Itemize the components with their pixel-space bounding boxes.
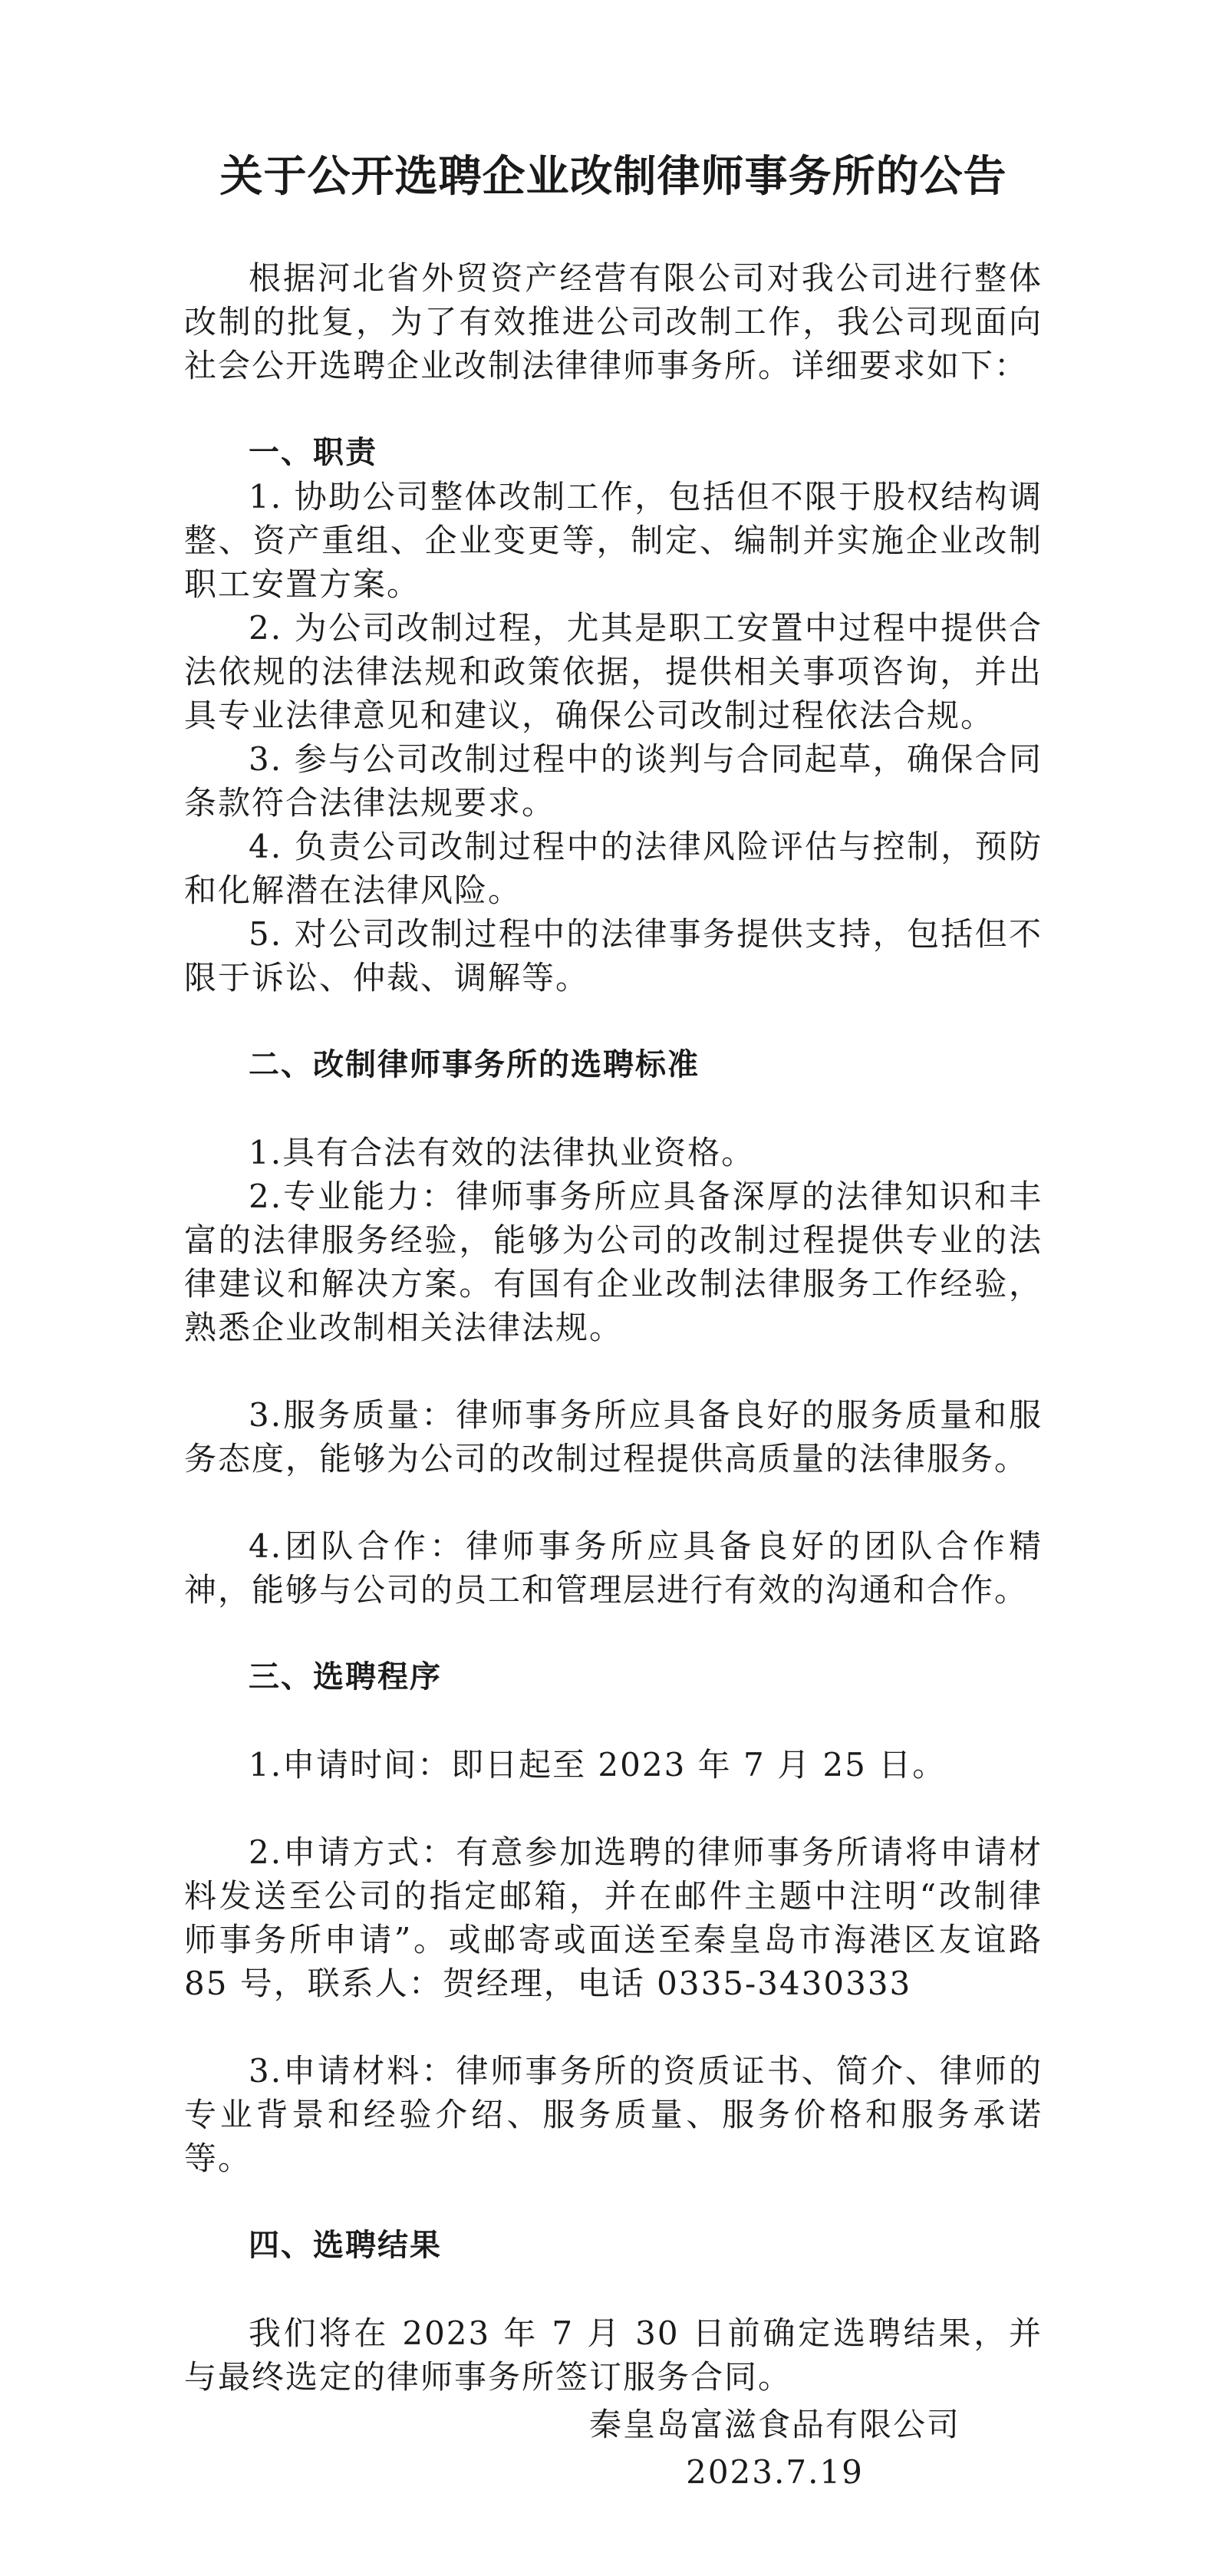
- criteria-item: 2.专业能力：律师事务所应具备深厚的法律知识和丰富的法律服务经验，能够为公司的改制过程提供专业的法律建议和解决方案。有国有企业改制法律服务工作经验，熟悉企业改制相关法律法规。: [184, 1178, 1043, 1346]
- procedure-item: 2.申请方式：有意参加选聘的律师事务所请将申请材料发送至公司的指定邮箱，并在邮件主题中注明“改制律师事务所申请”。或邮寄或面送至秦皇岛市海港区友谊路 85 号，联系人：贺经理，电话 0335-3430333: [184, 1833, 1043, 2002]
- section-heading-result: 四、选聘结果: [249, 2228, 442, 2263]
- criteria-item: 1.具有合法有效的法律执业资格。: [249, 1134, 756, 1171]
- spacer: [184, 1349, 1043, 1393]
- criteria-item: 3.服务质量：律师事务所应具备良好的服务质量和服务态度，能够为公司的改制过程提供高质量的法律服务。: [184, 1396, 1043, 1477]
- spacer: [184, 1787, 1043, 1830]
- signature-company: 秦皇岛富滋食品有限公司: [588, 2406, 960, 2443]
- duty-item: 3. 参与公司改制过程中的谈判与合同起草，确保合同条款符合法律法规要求。: [184, 740, 1043, 822]
- result-paragraph: 我们将在 2023 年 7 月 30 日前确定选聘结果，并与最终选定的律师事务所签订服务合同。: [184, 2314, 1043, 2396]
- procedure-item: 3.申请材料：律师事务所的资质证书、简介、律师的专业背景和经验介绍、服务质量、服务价格和服务承诺等。: [184, 2052, 1043, 2177]
- signature-date: 2023.7.19: [686, 2453, 864, 2491]
- procedure-item: 1.申请时间：即日起至 2023 年 7 月 25 日。: [249, 1746, 947, 1784]
- spacer: [184, 1481, 1043, 1524]
- spacer: [184, 1699, 1043, 1743]
- spacer: [184, 2005, 1043, 2049]
- section-heading-criteria: 二、改制律师事务所的选聘标准: [249, 1047, 700, 1082]
- spacer: [184, 1000, 1043, 1043]
- duty-item: 1. 协助公司整体改制工作，包括但不限于股权结构调整、资产重组、企业变更等，制定、编制并实施企业改制职工安置方案。: [184, 478, 1043, 603]
- spacer: [184, 2268, 1043, 2311]
- duty-item: 4. 负责公司改制过程中的法律风险评估与控制，预防和化解潜在法律风险。: [184, 828, 1043, 909]
- page-title: 关于公开选聘企业改制律师事务所的公告: [219, 151, 1007, 202]
- spacer: [184, 1087, 1043, 1131]
- spacer: [184, 2180, 1043, 2224]
- spacer: [184, 387, 1043, 431]
- duty-item: 5. 对公司改制过程中的法律事务提供支持，包括但不限于诉讼、仲裁、调解等。: [184, 915, 1043, 996]
- duty-item: 2. 为公司改制过程，尤其是职工安置中过程中提供合法依规的法律法规和政策依据，提供相关事项咨询，并出具专业法律意见和建议，确保公司改制过程依法合规。: [184, 609, 1043, 734]
- section-heading-procedure: 三、选聘程序: [249, 1659, 442, 1695]
- section-heading-duties: 一、职责: [249, 435, 377, 470]
- intro-paragraph: 根据河北省外贸资产经营有限公司对我公司进行整体改制的批复，为了有效推进公司改制工作，我公司现面向社会公开选聘企业改制法律律师事务所。详细要求如下：: [184, 259, 1043, 384]
- spacer: [184, 1612, 1043, 1655]
- criteria-item: 4.团队合作：律师事务所应具备良好的团队合作精神，能够与公司的员工和管理层进行有效的沟通和合作。: [184, 1527, 1043, 1609]
- signature-block: [583, 2401, 967, 2496]
